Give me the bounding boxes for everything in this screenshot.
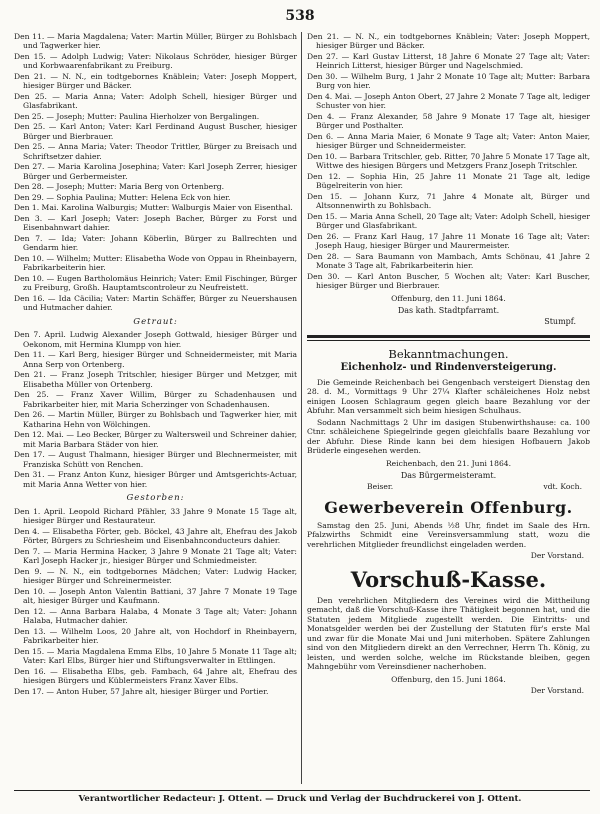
vorschuss-date: Offenburg, den 15. Juni 1864. <box>391 674 506 684</box>
marriages-list <box>14 330 297 489</box>
register-entry: Den 25. — Joseph; Mutter: Paulina Hierholzer von Bergalingen. <box>14 111 260 121</box>
register-entry: Den 21. — N. N., ein todtgebornes Knäblein; Vater: Joseph Moppert, hiesiger Bürger und Bäcker. <box>14 71 297 91</box>
auction-date: Reichenbach, den 21. Juni 1864. <box>385 458 512 468</box>
death-entry: Den 17. — Anton Huber, 57 Jahre alt, hiesiger Bürger und Portier. <box>14 686 269 696</box>
footer-rule <box>14 790 590 791</box>
marriages-heading: Getraut: <box>133 316 178 327</box>
death-entry: Den 10. — Joseph Anton Valentin Battiani, 37 Jahre 7 Monate 19 Tage alt, hiesiger Bürger und Kaufmann. <box>14 586 297 606</box>
register-entry: Den 16. — Ida Cäcilia; Vater: Martin Schäffer, Bürger zu Neuershausen und Hutmacher dahier. <box>14 293 297 313</box>
gewerbe-signer: Der Vorstand. <box>530 551 584 561</box>
column-divider <box>301 32 302 784</box>
death-entry: Den 9. — N. N., ein todtgebornes Mädchen; Vater: Ludwig Hacker, hiesiger Bürger und Schreinermeister. <box>14 566 297 586</box>
death-entry: Den 13. — Wilhelm Loos, 20 Jahre alt, von Hochdorf in Rheinbayern, Fabrikarbeiter hier. <box>14 626 297 646</box>
death-entry: Den 30. — Karl Anton Buscher, 5 Wochen alt; Vater: Karl Buscher, hiesiger Bürger und Bierbrauer. <box>307 271 590 291</box>
death-entry: Den 7. — Maria Hermina Hacker, 3 Jahre 9 Monate 21 Tage alt; Vater: Karl Joseph Hacker jr., hiesiger Bürger und Schmiedmeister. <box>14 546 297 566</box>
imprint-footer: Verantwortlicher Redacteur: J. Ottent. — Druck und Verlag der Buchdruckerei von J. Ottent. <box>78 794 522 804</box>
marriage-entry: Den 25. — Franz Xaver Willim, Bürger zu Schadenhausen und Fabrikarbeiter hier, mit Maria Scherzinger von Schadenhausen. <box>14 390 297 409</box>
death-entry: Den 15. — Maria Anna Schell, 20 Tage alt; Vater: Adolph Schell, hiesiger Bürger und Glasfabrikant. <box>307 211 590 231</box>
auction-clerk: vdt. Koch. <box>543 482 582 492</box>
page-number: 538 <box>285 8 315 24</box>
death-entry: Den 16. — Elisabetha Elbs, geb. Fambach, 64 Jahre alt, Ehefrau des hiesigen Bürgers und Küblermeisters Franz Xaver Elbs. <box>14 666 297 686</box>
register-entry: Den 29. — Sophia Paulina; Mutter: Helena Eck von hier. <box>14 192 231 202</box>
parish-office: Das kath. Stadtpfarramt. <box>397 306 500 316</box>
death-entry: Den 12. — Anna Barbara Halaba, 4 Monate 3 Tage alt; Vater: Johann Halaba, Hutmacher dahier. <box>14 606 297 626</box>
death-entry: Den 12. — Sophia Hin, 25 Jahre 11 Monate 21 Tage alt, ledige Bügelreiterin von hier. <box>307 171 590 191</box>
auction-text-2: Sodann Nachmittags 2 Uhr im dasigen Stubenwirthshause: ca. 100 Ctnr. schäleichene Spiegelrinde gegen gleichfalls baare Bezahlung vor der Abfuhr. Diese Rinde kann bei dem hiesigen Hofbauern Jakob Brüderle eingesehen werden. <box>307 417 590 456</box>
death-entry: Den 28. — Sara Baumann von Mambach, Amts Schönau, 41 Jahre 2 Monate 3 Tage alt, Fabrikarbeiterin hier. <box>307 251 590 271</box>
auction-office: Das Bürgermeisteramt. <box>400 471 497 481</box>
parish-date: Offenburg, den 11. Juni 1864. <box>391 293 506 303</box>
register-entry: Den 25. — Maria Anna; Vater: Adolph Schell, hiesiger Bürger und Glasfabrikant. <box>14 91 297 111</box>
notices-heading: Bekanntmachungen. <box>388 347 509 362</box>
marriage-entry: Den 11. — Karl Berg, hiesiger Bürger und Schneidermeister, mit Maria Anna Serp von Ortenberg. <box>14 350 297 369</box>
death-entry: Den 4. — Franz Alexander, 58 Jahre 9 Monate 17 Tage alt, hiesiger Bürger und Posthalter. <box>307 111 590 131</box>
vorschuss-text: Den verehrlichen Mitgliedern des Vereines wird die Mittheilung gemacht, daß die Vorschuß-Kasse ihre Thätigkeit begonnen hat, und die Statuten jedem Mitgliede zugestellt werden. Die Eintritts- und Monatsgelder werden bei der Zustellung der Statuten für's erste Mal und zwar für die Monate Mai und Juni miterhoben. Spätere Zahlungen sind von den Mitgliedern direkt an den Verrechner, Herrn Th. König, zu leisten, und werden solche, welche im Rückstande bleiben, gegen Mahngebühr vom Vereinsdiener nacherhoben. <box>307 595 590 672</box>
vorschuss-signer: Der Vorstand. <box>530 686 584 696</box>
auction-text-1: Die Gemeinde Reichenbach bei Gengenbach versteigert Dienstag den 28. d. M., Vormittags 9 Uhr 27¼ Klafter schäleichenes Holz nebst einigen Loosen Schlagraum gegen gleich baare Bezahlung vor der Abfuhr. Man versammelt sich beim hiesigen Schulhaus. <box>307 377 590 416</box>
register-entry: Den 27. — Maria Karolina Josephina; Vater: Karl Joseph Zerrer, hiesiger Bürger und Gerbermeister. <box>14 162 297 181</box>
register-entry: Den 7. — Ida; Vater: Johann Köberlin, Bürger zu Ballrechten und Gendarm hier. <box>14 233 297 253</box>
section-divider-thin <box>307 340 590 341</box>
parish-signer: Stumpf. <box>544 317 576 327</box>
register-entry: Den 10. — Wilhelm; Mutter: Elisabetha Wode von Oppau in Rheinbayern, Fabrikarbeiterin hier. <box>14 253 297 273</box>
vorschuss-heading: Vorschuß-Kasse. <box>350 566 547 592</box>
auction-signatures <box>367 482 582 491</box>
death-entry: Den 26. — Franz Karl Haug, 17 Jahre 11 Monate 16 Tage alt; Vater: Joseph Haug, hiesiger Bürger und Maurermeister. <box>307 231 590 251</box>
death-entry: Den 4. — Elisabetha Förter, geb. Böckel, 43 Jahre alt, Ehefrau des Jakob Förter, Bürgers zu Schriesheim und Eisenbahnconducteurs dahier. <box>14 526 297 546</box>
births-list <box>14 32 297 313</box>
auction-heading: Eichenholz- und Rindenversteigerung. <box>340 362 557 374</box>
register-entry: Den 25. — Karl Anton; Vater: Karl Ferdinand August Buscher, hiesiger Bürger und Bierbrauer. <box>14 122 297 141</box>
death-entry: Den 15. — Maria Magdalena Emma Elbs, 10 Jahre 5 Monate 11 Tage alt; Vater: Karl Elbs, Bürger hier und Stiftungsverwalter in Ettlingen. <box>14 646 297 666</box>
register-entry: Den 11. — Maria Magdalena; Vater: Martin Müller, Bürger zu Bohlsbach und Tagwerker hier. <box>14 32 297 51</box>
death-entry: Den 30. — Wilhelm Burg, 1 Jahr 2 Monate 10 Tage alt; Mutter: Barbara Burg von hier. <box>307 71 590 91</box>
marriage-entry: Den 7. April. Ludwig Alexander Joseph Gottwald, hiesiger Bürger und Oekonom, mit Hermina Klumpp von hier. <box>14 330 297 349</box>
register-entry: Den 25. — Anna Maria; Vater: Theodor Trittler, Bürger zu Breisach und Schriftsetzer dahier. <box>14 142 297 161</box>
death-entry: Den 15. — Johann Kurz, 71 Jahre 4 Monate alt, Bürger und Altsonnenwirth zu Bohlsbach. <box>307 191 590 211</box>
death-entry: Den 10. — Barbara Tritschler, geb. Ritter, 70 Jahre 5 Monate 17 Tage alt, Wittwe des hiesigen Bürgers und Metzgers Franz Joseph Tritschler. <box>307 151 590 171</box>
deaths-heading: Gestorben: <box>126 493 185 504</box>
auction-signer: Beiser. <box>367 482 394 492</box>
death-entry: Den 6. — Anna Maria Maier, 6 Monate 9 Tage alt; Vater: Anton Maier, hiesiger Bürger und Schneidermeister. <box>307 131 590 151</box>
right-column <box>307 32 590 696</box>
gewerbe-heading: Gewerbeverein Offenburg. <box>324 497 573 517</box>
death-entry: Den 1. April. Leopold Richard Pfähler, 33 Jahre 9 Monate 15 Tage alt, hiesiger Bürger und Restaurateur. <box>14 506 297 526</box>
register-entry: Den 28. — Joseph; Mutter: Maria Berg von Ortenberg. <box>14 182 224 192</box>
marriage-entry: Den 12. Mai. — Leo Becker, Bürger zu Waltersweil und Schreiner dahier, mit Maria Barbara Städer von hier. <box>14 430 297 449</box>
left-column <box>14 32 297 697</box>
death-entry: Den 21. — N. N., ein todtgebornes Knäblein; Vater: Joseph Moppert, hiesiger Bürger und Bäcker. <box>307 32 590 51</box>
register-entry: Den 15. — Adolph Ludwig; Vater: Nikolaus Schröder, hiesiger Bürger und Korbwaarenfabrikant zu Freiburg. <box>14 51 297 71</box>
death-entry: Den 27. — Karl Gustav Litterst, 18 Jahre 6 Monate 27 Tage alt; Vater: Heinrich Litterst, hiesiger Bürger und Nagelschmied. <box>307 51 590 71</box>
marriage-entry: Den 21. — Franz Joseph Tritschler, hiesiger Bürger und Metzger, mit Elisabetha Müller von Ortenberg. <box>14 370 297 389</box>
register-entry: Den 1. Mai. Karolina Walburgis; Mutter: Walburgis Maier von Eisenthal. <box>14 203 293 213</box>
marriage-entry: Den 17. — August Thalmann, hiesiger Bürger und Blechnermeister, mit Franziska Schütt von Renchen. <box>14 450 297 469</box>
deaths-list-continued <box>307 32 590 291</box>
register-entry: Den 3. — Karl Joseph; Vater: Joseph Bacher, Bürger zu Forst und Eisenbahnwart dahier. <box>14 213 297 233</box>
marriage-entry: Den 26. — Martin Müller, Bürger zu Bohlsbach und Tagwerker hier, mit Katharina Hehn von Wölchingen. <box>14 410 297 429</box>
gewerbe-text: Samstag den 25. Juni, Abends ½8 Uhr, findet im Saale des Hrn. Pfalzwirths Schmidt eine Vereinsversammlung statt, wozu die verehrlichen Mitglieder freundlichst eingeladen werden. <box>307 520 590 549</box>
section-divider <box>307 335 590 338</box>
death-entry: Den 4. Mai. — Joseph Anton Obert, 27 Jahre 2 Monate 7 Tage alt, lediger Schuster von hier. <box>307 91 590 111</box>
marriage-entry: Den 31. — Franz Anton Kunz, hiesiger Bürger und Amtsgerichts-Actuar, mit Maria Anna Wetter von hier. <box>14 470 297 489</box>
deaths-list <box>14 507 297 696</box>
register-entry: Den 10. — Eugen Bartholomäus Heinrich; Vater: Emil Fischinger, Bürger zu Freiburg, Großh. Hauptamtscontroleur zu Neufreistett. <box>14 273 297 293</box>
